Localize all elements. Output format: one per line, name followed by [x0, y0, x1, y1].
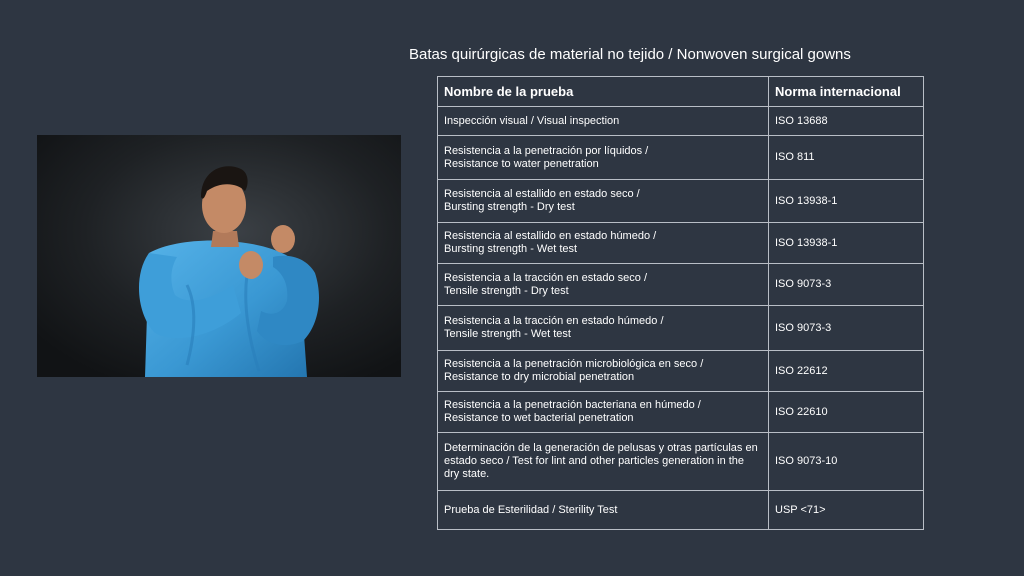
surgical-gown-photo [37, 135, 401, 377]
table-row [438, 351, 924, 392]
standard-cell: ISO 9073-3 [769, 264, 924, 306]
table-row [438, 223, 924, 264]
test-name-cell: Resistencia al estallido en estado seco / Bursting strength - Dry test [438, 180, 769, 223]
page-title: Batas quirúrgicas de material no tejido / Nonwoven surgical gowns [409, 46, 851, 63]
table-row [438, 107, 924, 136]
test-name-cell: Resistencia a la tracción en estado húmedo / Tensile strength - Wet test [438, 306, 769, 351]
table-row [438, 136, 924, 180]
person-in-surgical-gown-photo [37, 135, 401, 377]
column-header-standard: Norma internacional [769, 77, 924, 107]
test-name-cell: Determinación de la generación de pelusas y otras partículas en estado seco / Test for lint and other particles generation in the dry state. [438, 433, 769, 491]
standard-cell: USP <71> [769, 491, 924, 530]
standard-cell: ISO 22612 [769, 351, 924, 392]
test-name-cell: Resistencia a la penetración por líquidos / Resistance to water penetration [438, 136, 769, 180]
test-name-cell: Resistencia a la penetración bacteriana en húmedo / Resistance to wet bacterial penetration [438, 392, 769, 433]
table-header-row [438, 77, 924, 107]
standard-cell: ISO 22610 [769, 392, 924, 433]
test-name-cell: Resistencia al estallido en estado húmedo / Bursting strength - Wet test [438, 223, 769, 264]
test-name-cell: Resistencia a la tracción en estado seco / Tensile strength - Dry test [438, 264, 769, 306]
tests-table [437, 76, 924, 530]
table-row [438, 392, 924, 433]
standard-cell: ISO 811 [769, 136, 924, 180]
column-header-test-name: Nombre de la prueba [438, 77, 769, 107]
standard-cell: ISO 13938-1 [769, 180, 924, 223]
table-row [438, 433, 924, 491]
standard-cell: ISO 13688 [769, 107, 924, 136]
table-row [438, 264, 924, 306]
test-name-cell: Prueba de Esterilidad / Sterility Test [438, 491, 769, 530]
standard-cell: ISO 13938-1 [769, 223, 924, 264]
standard-cell: ISO 9073-3 [769, 306, 924, 351]
table-row [438, 180, 924, 223]
table-row [438, 306, 924, 351]
standard-cell: ISO 9073-10 [769, 433, 924, 491]
test-name-cell: Resistencia a la penetración microbiológica en seco / Resistance to dry microbial penetration [438, 351, 769, 392]
table-row [438, 491, 924, 530]
test-name-cell: Inspección visual / Visual inspection [438, 107, 769, 136]
